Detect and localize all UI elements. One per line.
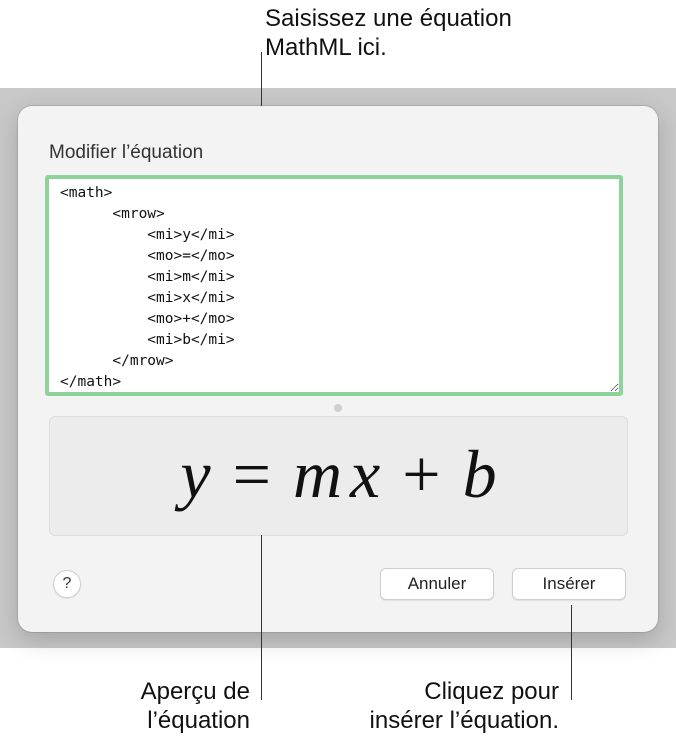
callout-insert [326, 677, 559, 735]
preview-token-b: b [462, 435, 497, 512]
callout-preview [80, 677, 250, 735]
equation-preview [49, 416, 628, 536]
callout-preview-line2: l’équation [147, 707, 250, 734]
edit-equation-dialog [18, 106, 658, 632]
preview-token-m: m [292, 435, 343, 512]
insert-button[interactable]: Insérer [512, 568, 626, 600]
callout-mathml-input [265, 4, 512, 62]
mathml-editor[interactable] [45, 175, 623, 396]
preview-token-x: x [350, 435, 381, 512]
callout-preview-line1: Aperçu de [140, 678, 250, 705]
preview-token-y: y [180, 435, 211, 512]
callout-insert-line2: insérer l’équation. [369, 707, 559, 734]
preview-token-equals: = [232, 435, 271, 512]
cancel-button[interactable]: Annuler [380, 568, 494, 600]
resize-handle[interactable] [334, 404, 342, 412]
callout-mathml-line1: Saisissez une équation [265, 5, 512, 32]
callout-leader-line-preview [261, 535, 262, 700]
equation-preview-formula [180, 435, 496, 514]
preview-token-plus: + [402, 435, 441, 512]
help-button[interactable]: ? [53, 570, 81, 598]
dialog-title: Modifier l’équation [49, 142, 204, 163]
callout-mathml-line2: MathML ici. [265, 34, 387, 61]
callout-insert-line1: Cliquez pour [424, 678, 559, 705]
callout-leader-line-insert [571, 605, 572, 700]
